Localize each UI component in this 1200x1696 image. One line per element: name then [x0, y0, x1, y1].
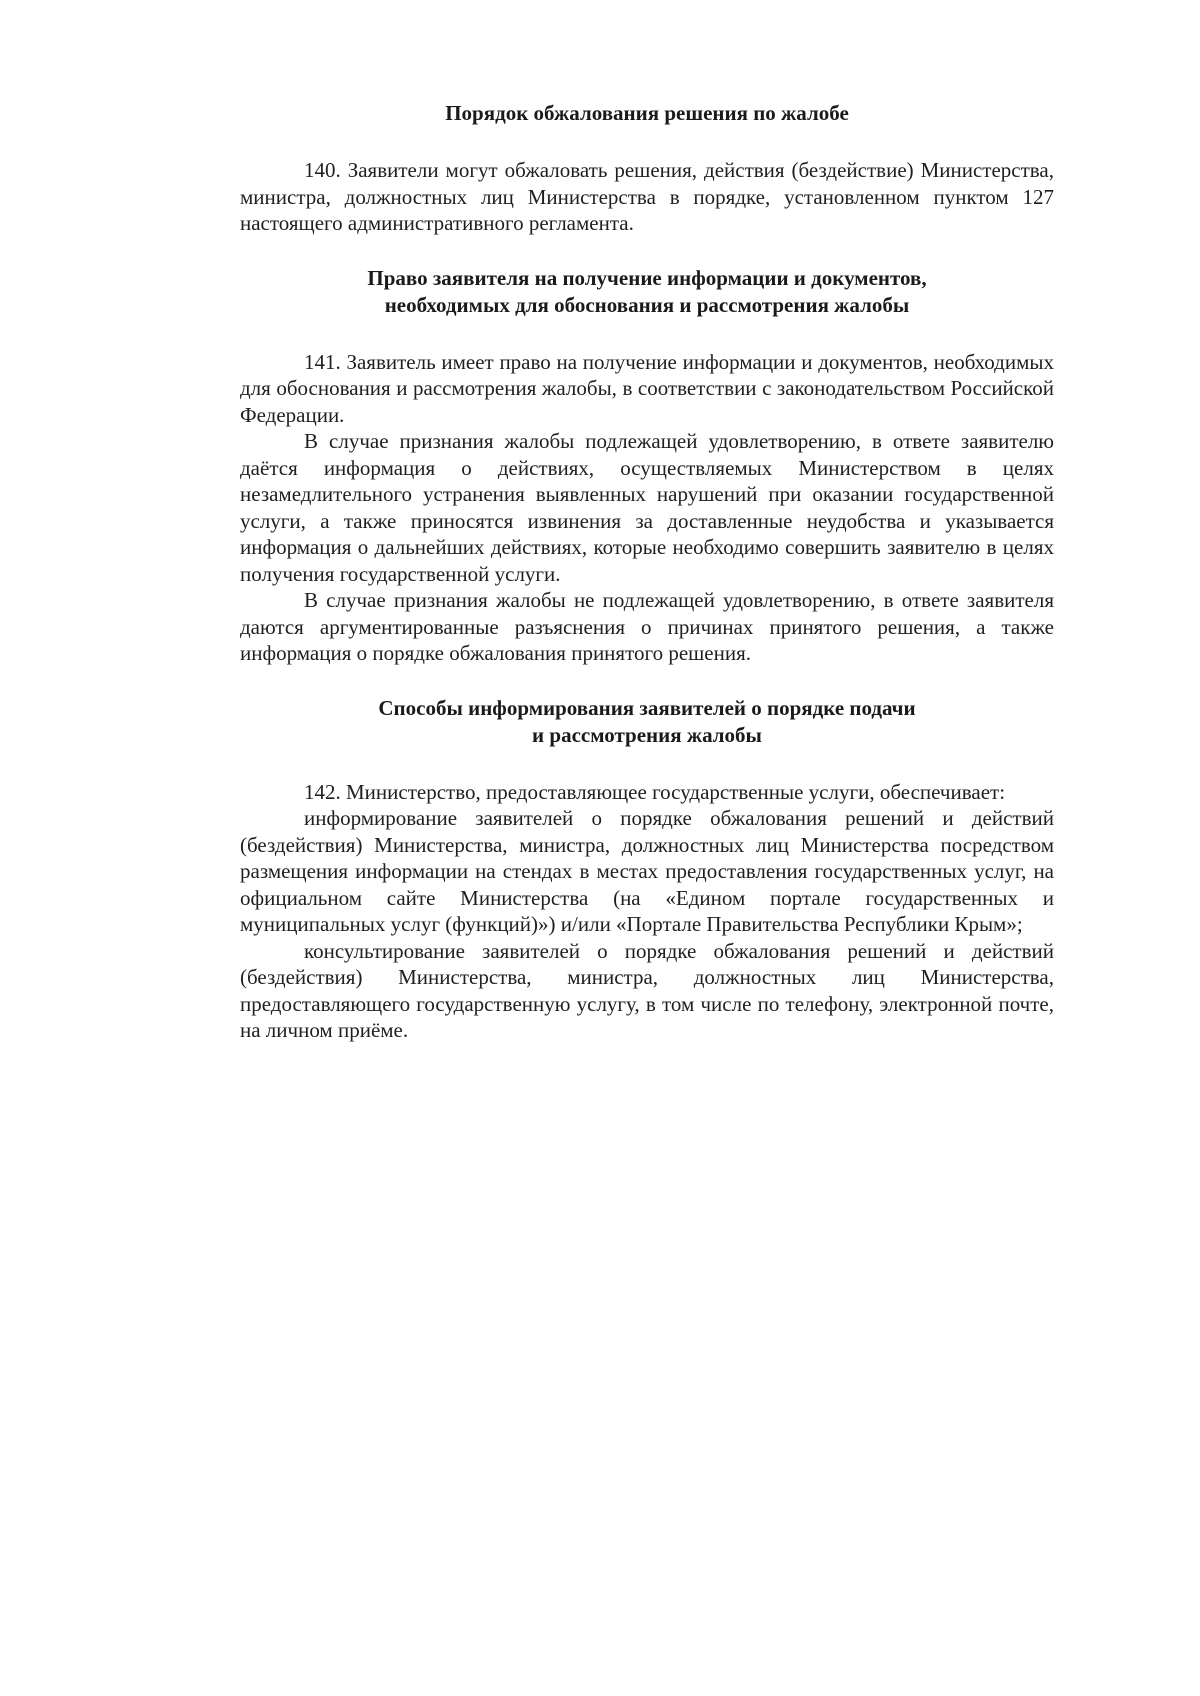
paragraph-complaint-upheld: В случае признания жалобы подлежащей удовлетворению, в ответе заявителю даётся информация о действиях, осуществляемых Министерством в целях незамедлительного устранения выявленных нарушений при оказании государственной услуги, а также приносятся извинения за доставленные неудобства и указывается информация о дальнейших действиях, которые необходимо совершить заявителю в целях получения государственной услуги. [240, 429, 1054, 586]
heading-line: Право заявителя на получение информации и документов, [367, 265, 927, 290]
spacer [240, 237, 1054, 265]
heading-line: Порядок обжалования решения по жалобе [445, 101, 849, 125]
paragraph-142: 142. Министерство, предоставляющее государственные услуги, обеспечивает: [304, 779, 1006, 804]
paragraph-informing: информирование заявителей о порядке обжалования решений и действий (бездействия) Министерства, министра, должностных лиц Министерства посредством размещения информации на стендах в местах предоставления государственных услуг, на официальном сайте Министерства (на «Едином портале государственных и муниципальных услуг (функций)») и/или «Портале Правительства Республики Крым»; [240, 806, 1054, 936]
heading-line: и рассмотрения жалобы [532, 722, 762, 747]
spacer [240, 127, 1054, 157]
paragraph-complaint-rejected: В случае признания жалобы не подлежащей удовлетворению, в ответе заявителя даются аргументированные разъяснения о причинах принятого решения, а также информация о порядке обжалования принятого решения. [240, 588, 1054, 665]
section-heading-appeal-procedure [240, 100, 1054, 127]
spacer [240, 667, 1054, 695]
section-heading-informing-methods [240, 695, 1054, 749]
paragraph-141: 141. Заявитель имеет право на получение информации и документов, необходимых для обоснования и рассмотрения жалобы, в соответствии с законодательством Российской Федерации. [240, 349, 1054, 427]
heading-line: необходимых для обоснования и рассмотрения жалобы [384, 292, 910, 317]
section-heading-applicant-rights [240, 265, 1054, 319]
spacer [240, 749, 1054, 779]
paragraph-consulting: консультирование заявителей о порядке обжалования решений и действий (бездействия) Министерства, министра, должностных лиц Министерства, предоставляющего государственную услугу, в том числе по телефону, электронной почте, на личном приёме. [240, 938, 1054, 1042]
paragraph-140: 140. Заявители могут обжаловать решения, действия (бездействие) Министерства, министра, должностных лиц Министерства в порядке, установленном пунктом 127 настоящего административного регламента. [240, 158, 1054, 235]
heading-line: Способы информирования заявителей о порядке подачи [378, 695, 916, 720]
spacer [240, 319, 1054, 349]
document-body [240, 100, 1054, 1044]
